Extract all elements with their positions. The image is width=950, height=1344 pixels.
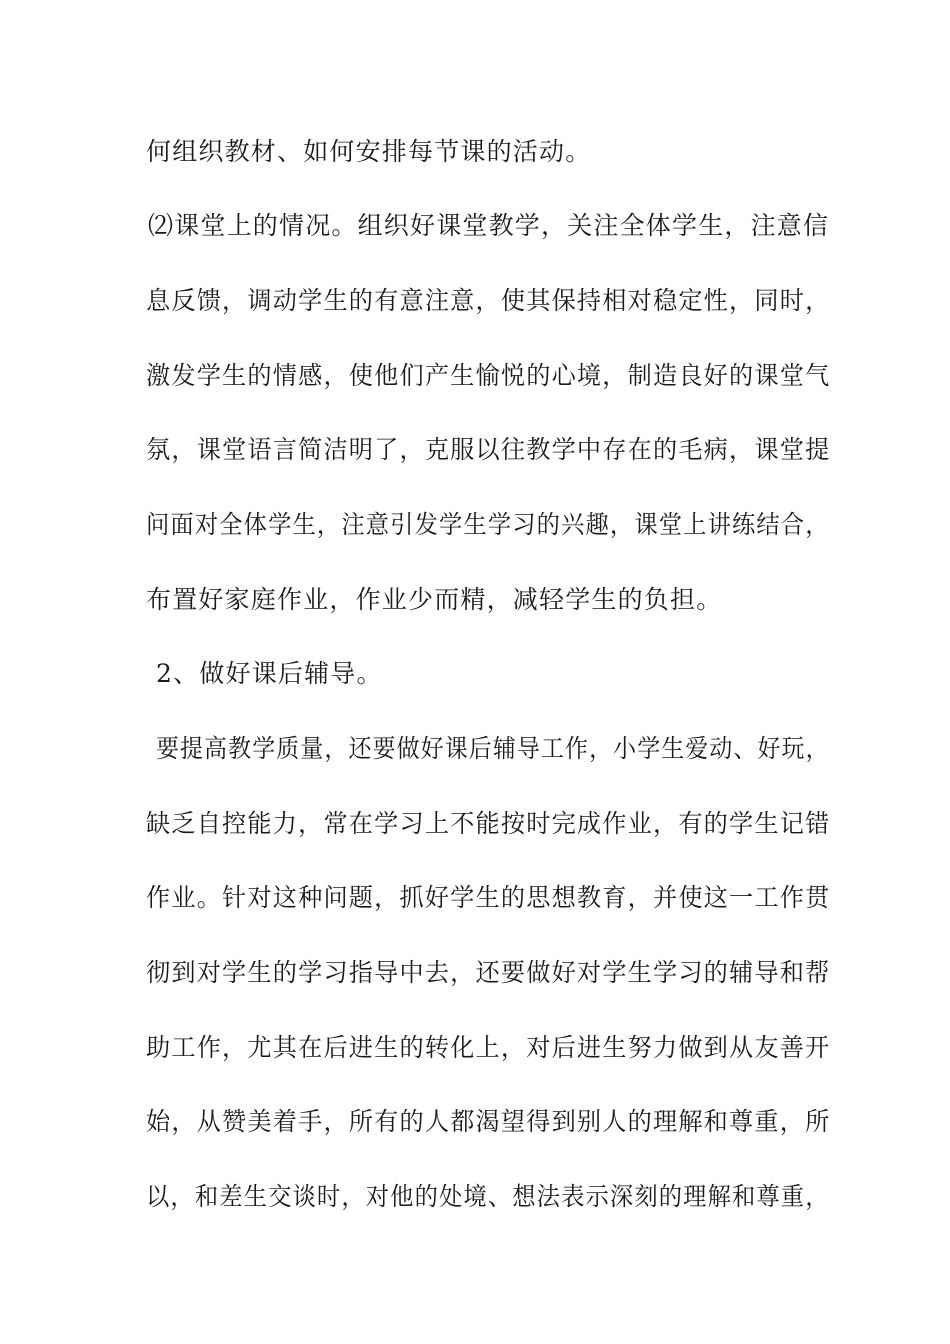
- text-line: 始，从赞美着手，所有的人都渴望得到别人的理解和尊重，所: [146, 1107, 831, 1136]
- text-line: 以，和差生交谈时，对他的处境、想法表示深刻的理解和尊重，: [146, 1182, 830, 1211]
- text-line: 何组织教材、如何安排每节课的活动。: [146, 137, 592, 166]
- text-line: 缺乏自控能力，常在学习上不能按时完成作业，有的学生记错: [146, 809, 831, 838]
- text-line: ⑵课堂上的情况。组织好课堂教学，关注全体学生，注意信: [148, 211, 830, 240]
- text-line: 作业。针对这种问题，抓好学生的思想教育，并使这一工作贯: [146, 883, 831, 912]
- text-line: 激发学生的情感，使他们产生愉悦的心境，制造良好的课堂气: [146, 361, 831, 390]
- text-line: 要提高教学质量，还要做好课后辅导工作，小学生爱动、好玩，: [156, 734, 830, 763]
- text-line: 息反馈，调动学生的有意注意，使其保持相对稳定性，同时，: [146, 286, 831, 315]
- text-line: 助工作，尤其在后进生的转化上，对后进生努力做到从友善开: [146, 1033, 831, 1062]
- text-line: 彻到对学生的学习指导中去，还要做好对学生学习的辅导和帮: [146, 958, 831, 987]
- section-heading: 2、做好课后辅导。: [156, 659, 383, 688]
- text-line: 布置好家庭作业，作业少而精，减轻学生的负担。: [146, 585, 723, 614]
- text-line: 问面对全体学生，注意引发学生学习的兴趣，课堂上讲练结合，: [146, 510, 830, 539]
- text-line: 氛，课堂语言简洁明了，克服以往教学中存在的毛病，课堂提: [146, 435, 831, 464]
